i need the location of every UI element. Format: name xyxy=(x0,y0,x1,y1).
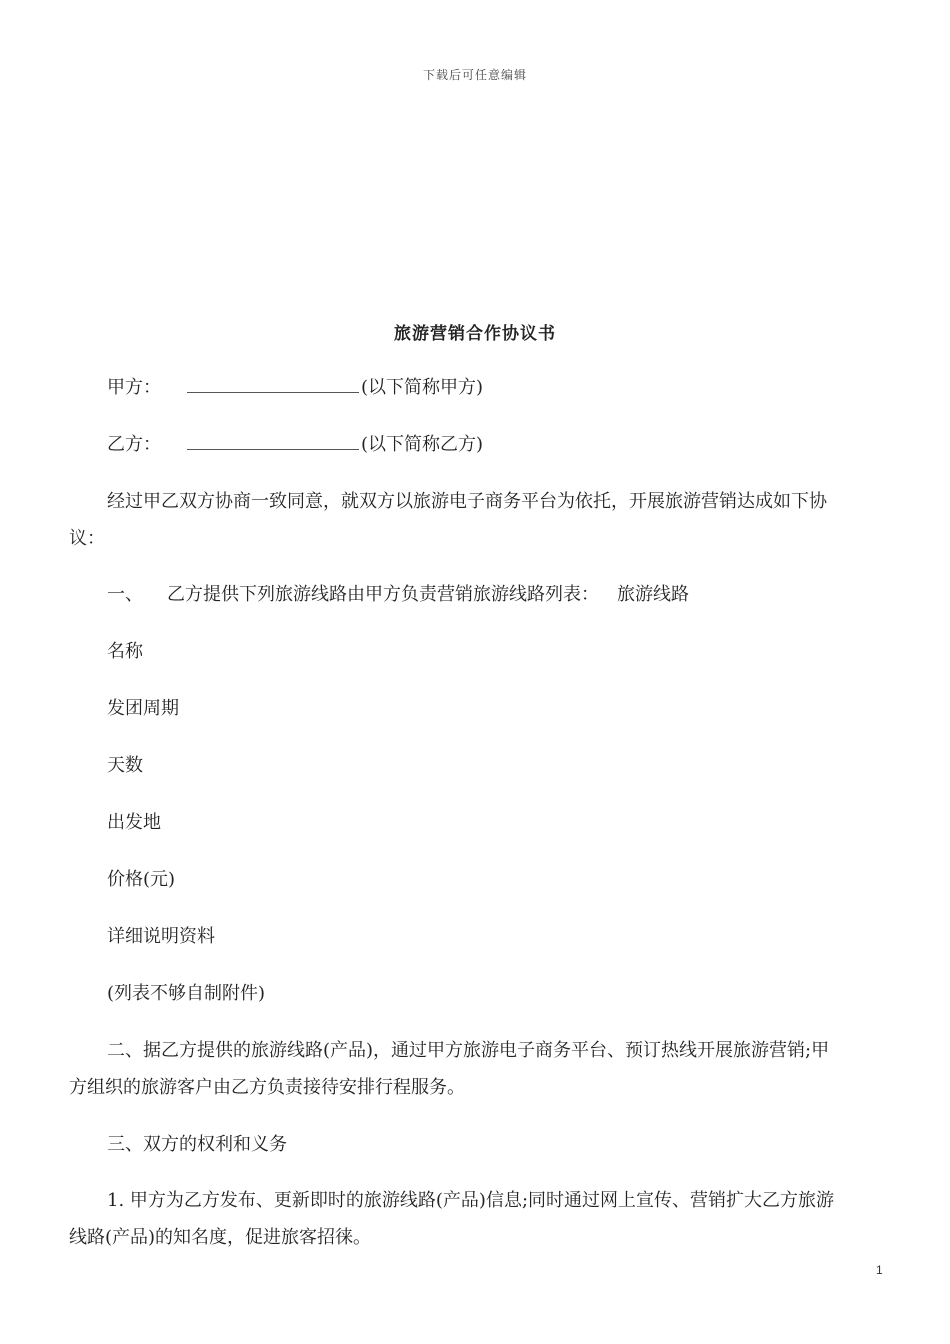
section2-line-2: 方组织的旅游客户由乙方负责接待安排行程服务。 xyxy=(69,1077,465,1098)
intro-line-1: 经过甲乙双方协商一致同意，就双方以旅游电子商务平台为依托，开展旅游营销达成如下协 xyxy=(107,491,827,512)
document-title: 旅游营销合作协议书 xyxy=(394,324,556,344)
column-item: 发团周期 xyxy=(107,698,179,719)
section1-text: 乙方提供下列旅游线路由甲方负责营销旅游线路列表： xyxy=(167,584,599,605)
column-item: 价格(元) xyxy=(107,869,176,890)
party-a-suffix: (以下简称甲方) xyxy=(361,377,484,398)
column-item: 天数 xyxy=(107,755,143,776)
column-item: (列表不够自制附件) xyxy=(107,983,266,1004)
column-item: 出发地 xyxy=(107,812,161,833)
party-b-label: 乙方： xyxy=(107,434,161,455)
party-a-line xyxy=(107,376,483,400)
section2-line-1: 二、据乙方提供的旅游线路(产品)，通过甲方旅游电子商务平台、预订热线开展旅游营销;甲 xyxy=(107,1040,830,1061)
section1-number: 一、 xyxy=(107,584,143,605)
intro-line-2: 议： xyxy=(69,528,105,549)
party-b-blank xyxy=(187,433,359,450)
section3-item1-line-2: 线路(产品)的知名度，促进旅客招徕。 xyxy=(69,1227,372,1248)
party-b-suffix: (以下简称乙方) xyxy=(361,434,484,455)
section1-first-column: 旅游线路 xyxy=(617,584,689,605)
section3-heading: 三、双方的权利和义务 xyxy=(107,1134,287,1155)
header-note: 下载后可任意编辑 xyxy=(422,68,527,82)
party-a-label: 甲方： xyxy=(107,377,161,398)
party-b-line xyxy=(107,433,483,457)
column-item: 详细说明资料 xyxy=(107,926,215,947)
column-item: 名称 xyxy=(107,641,143,662)
section3-item1-line-1: 1. 甲方为乙方发布、更新即时的旅游线路(产品)信息;同时通过网上宣传、营销扩大乙方旅游 xyxy=(107,1190,835,1211)
section1-line xyxy=(107,583,689,607)
page-number: 1 xyxy=(876,1263,883,1277)
party-a-blank xyxy=(187,376,359,393)
